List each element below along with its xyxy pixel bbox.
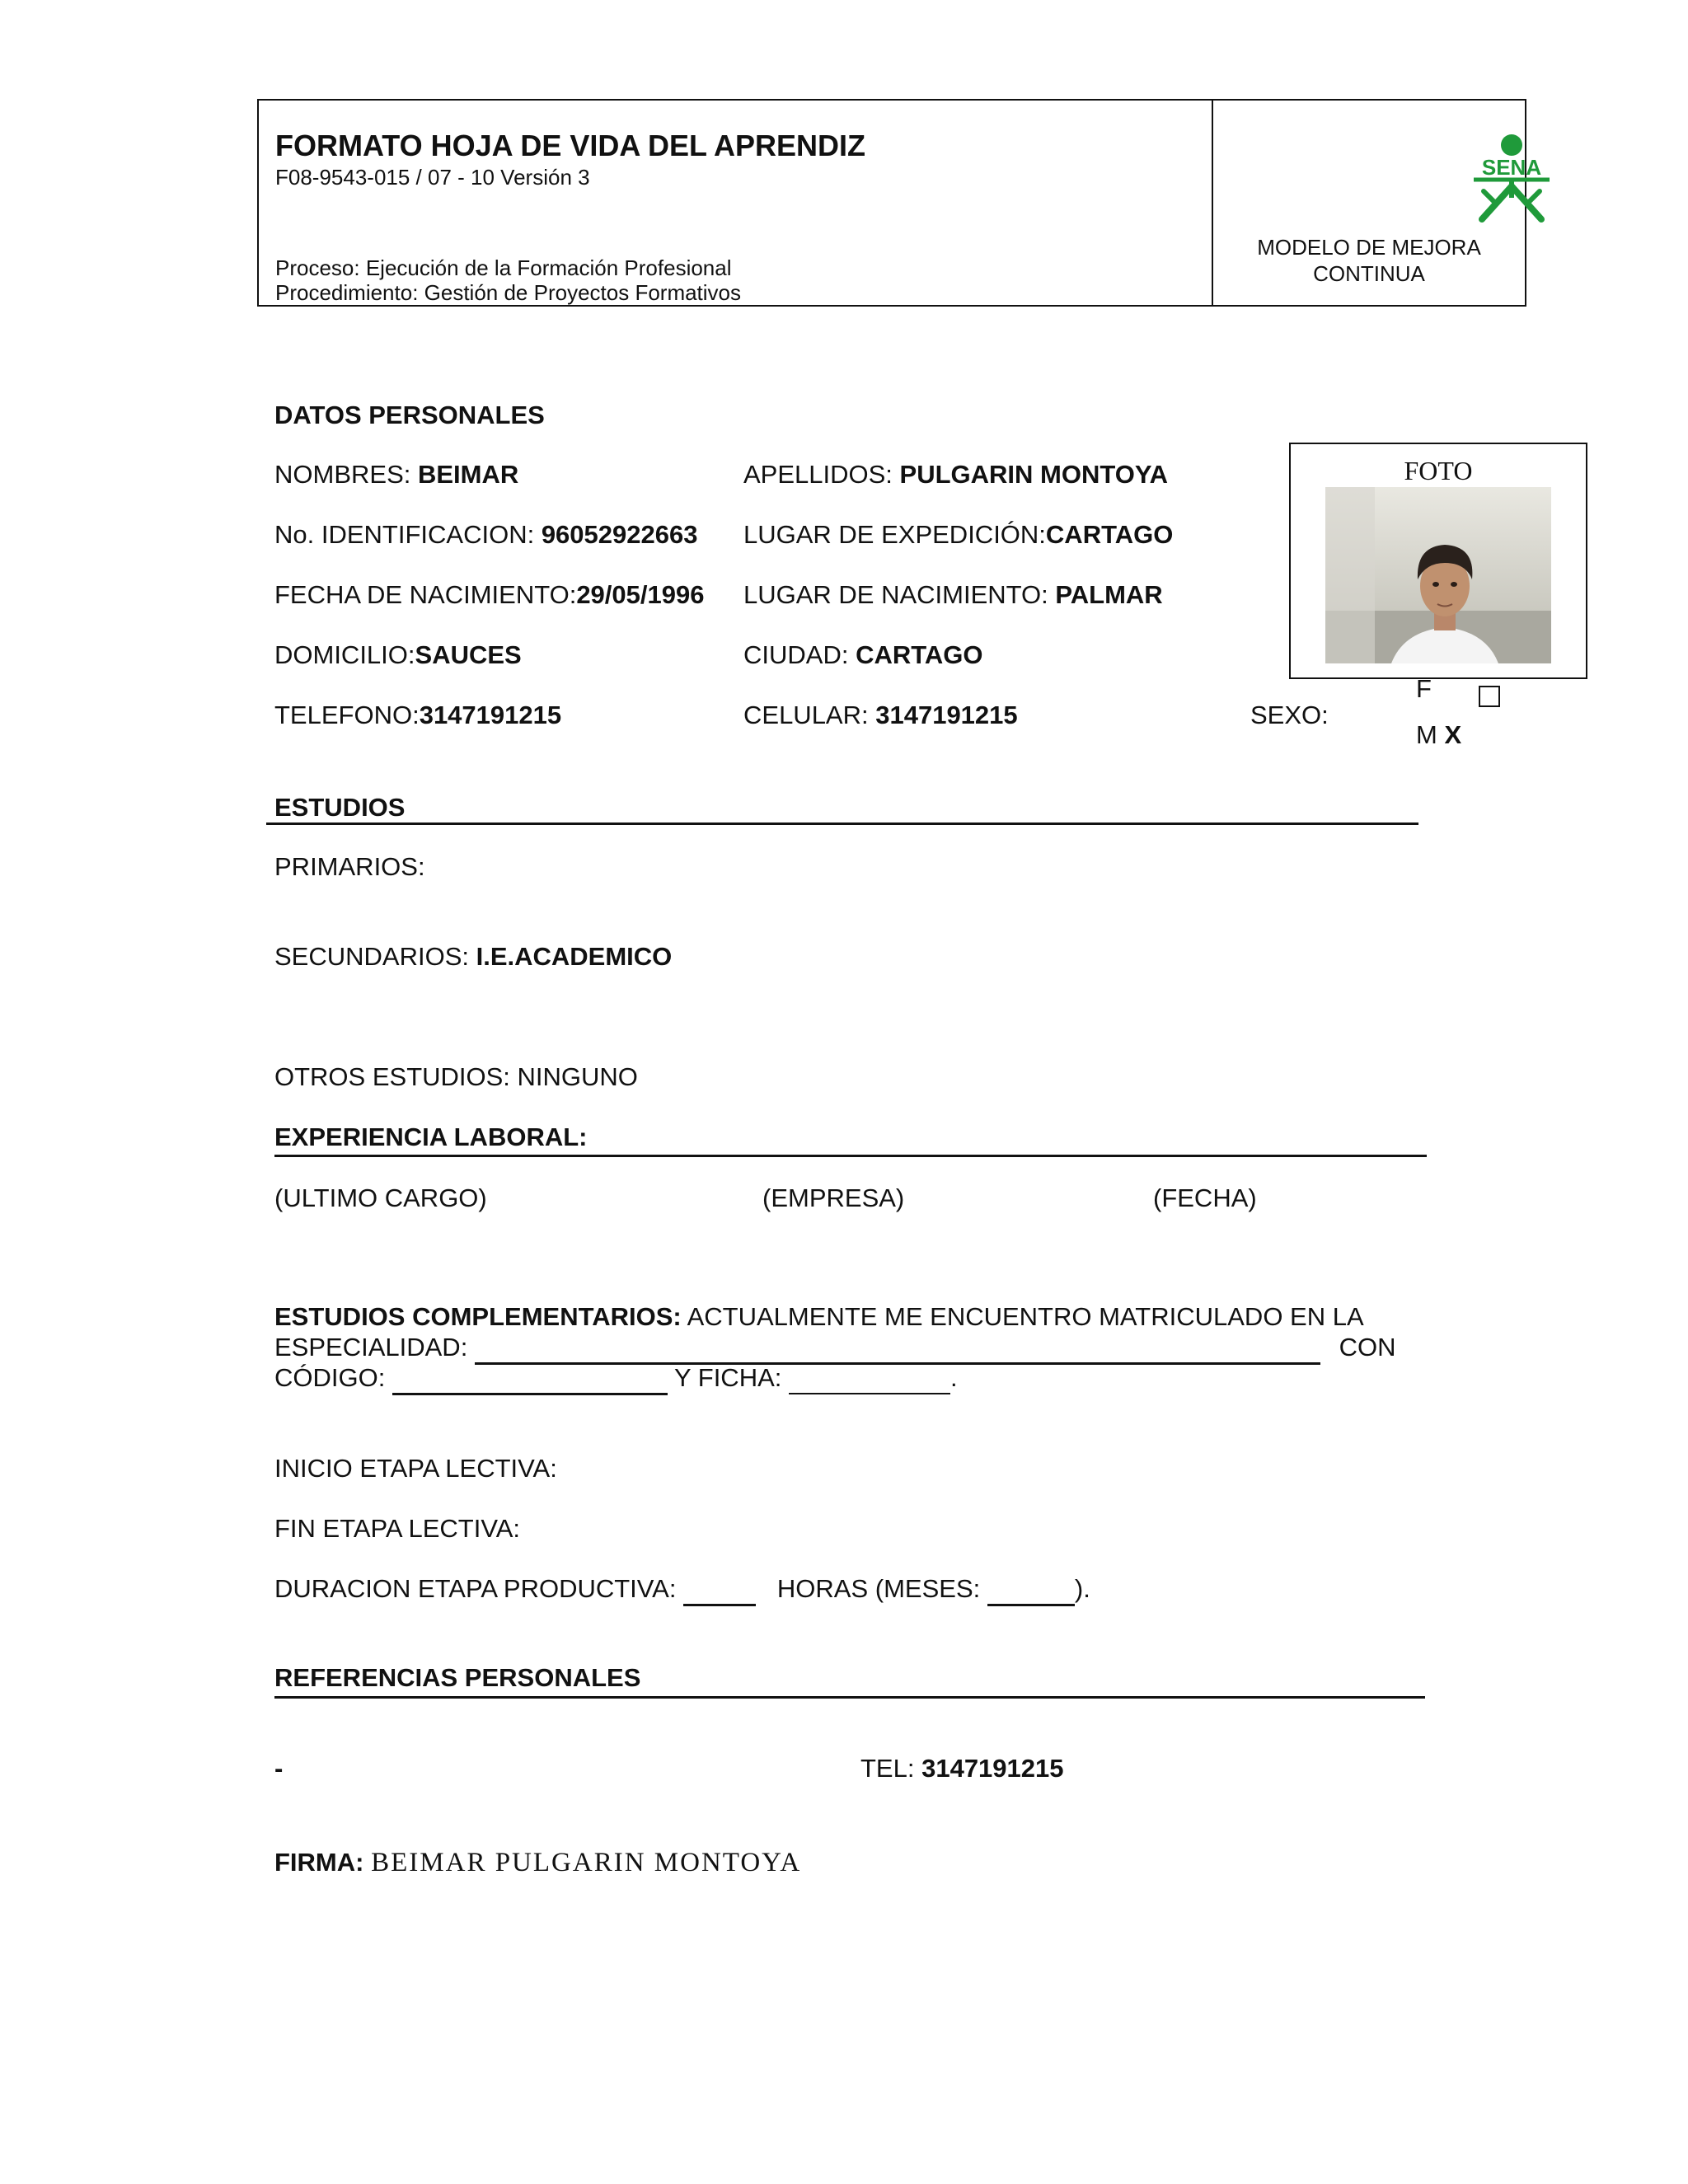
field-duracion [274, 1574, 1090, 1606]
label-celular: CELULAR: [743, 701, 876, 729]
label-telefono: TELEFONO: [274, 701, 420, 729]
section-experiencia: EXPERIENCIA LABORAL: [274, 1122, 588, 1151]
section-datos-personales: DATOS PERSONALES [274, 401, 545, 429]
label-secundarios: SECUNDARIOS: [274, 942, 476, 971]
value-celular: 3147191215 [875, 701, 1018, 729]
form-code: F08-9543-015 / 07 - 10 Versión 3 [275, 165, 590, 190]
sexo-m-option [1416, 720, 1461, 750]
horas-blank[interactable] [683, 1574, 756, 1606]
complementarios-line1 [274, 1302, 1364, 1332]
field-ciudad [743, 640, 983, 670]
label-horas-meses: HORAS (MESES: [776, 1574, 981, 1603]
text-con: CON [1339, 1333, 1396, 1361]
procedure-text: Procedimiento: Gestión de Proyectos Formativos [275, 280, 742, 305]
value-telefono: 3147191215 [419, 701, 562, 729]
label-complementarios: ESTUDIOS COMPLEMENTARIOS: [274, 1302, 682, 1331]
label-firma: FIRMA: [274, 1848, 364, 1877]
field-fin-etapa: FIN ETAPA LECTIVA: [274, 1514, 521, 1543]
complementarios-line3 [274, 1363, 958, 1395]
especialidad-blank[interactable] [475, 1333, 1320, 1365]
value-apellidos: PULGARIN MONTOYA [899, 460, 1169, 489]
photo-label: FOTO [1404, 456, 1473, 485]
value-identificacion: 96052922663 [541, 520, 698, 549]
rule-referencias [274, 1696, 1425, 1699]
sexo-m-mark[interactable]: X [1444, 720, 1462, 749]
field-primarios: PRIMARIOS: [274, 852, 425, 881]
col-fecha: (FECHA) [1153, 1183, 1257, 1212]
close-paren: ). [1074, 1574, 1090, 1603]
label-domicilio: DOMICILIO: [274, 640, 415, 669]
field-secundarios [274, 942, 672, 972]
col-ultimo-cargo: (ULTIMO CARGO) [274, 1183, 487, 1212]
label-codigo: CÓDIGO: [274, 1363, 386, 1392]
field-lugar-nacimiento [743, 580, 1163, 610]
referencia-tel [860, 1754, 1064, 1783]
label-tel: TEL: [860, 1754, 922, 1783]
col-empresa: (EMPRESA) [762, 1183, 905, 1212]
label-duracion: DURACION ETAPA PRODUCTIVA: [274, 1574, 677, 1603]
meses-blank[interactable] [987, 1574, 1075, 1606]
complementarios-line2 [274, 1333, 1395, 1365]
process-text: Proceso: Ejecución de la Formación Profesional [275, 255, 732, 280]
value-nombres: BEIMAR [417, 460, 519, 489]
label-nombres: NOMBRES: [274, 460, 418, 489]
sexo-f-checkbox[interactable] [1479, 686, 1500, 707]
sena-logo [1446, 134, 1578, 224]
complementarios-text: ACTUALMENTE ME ENCUENTRO MATRICULADO EN LA [681, 1302, 1364, 1331]
label-lugar-expedicion: LUGAR DE EXPEDICIÓN: [743, 520, 1046, 549]
ficha-blank[interactable] [789, 1363, 950, 1394]
field-celular [743, 701, 1018, 730]
logo-text: SENA [1481, 155, 1542, 180]
field-nombres [274, 460, 518, 490]
model-text: MODELO DE MEJORA CONTINUA [1257, 235, 1481, 286]
value-lugar-nacimiento: PALMAR [1055, 580, 1163, 609]
label-lugar-nacimiento: LUGAR DE NACIMIENTO: [743, 580, 1056, 609]
label-especialidad: ESPECIALIDAD: [274, 1333, 468, 1361]
period: . [950, 1363, 958, 1392]
field-inicio-etapa: INICIO ETAPA LECTIVA: [274, 1454, 557, 1483]
applicant-photo [1325, 487, 1551, 663]
value-ciudad: CARTAGO [856, 640, 983, 669]
label-ciudad: CIUDAD: [743, 640, 856, 669]
referencia-dash: - [274, 1754, 284, 1783]
rule-estudios [266, 823, 1418, 825]
value-secundarios: I.E.ACADEMICO [476, 942, 673, 971]
codigo-blank[interactable] [392, 1363, 668, 1395]
sexo-m-label: M [1416, 720, 1437, 749]
form-title: FORMATO HOJA DE VIDA DEL APRENDIZ [275, 129, 866, 162]
value-domicilio: SAUCES [415, 640, 522, 669]
photo-frame [1289, 443, 1587, 679]
field-apellidos [743, 460, 1168, 490]
label-apellidos: APELLIDOS: [743, 460, 900, 489]
section-referencias: REFERENCIAS PERSONALES [274, 1663, 641, 1692]
field-otros-estudios: OTROS ESTUDIOS: NINGUNO [274, 1062, 638, 1091]
section-estudios: ESTUDIOS [274, 793, 406, 822]
label-identificacion: No. IDENTIFICACION: [274, 520, 542, 549]
value-lugar-expedicion: CARTAGO [1045, 520, 1174, 549]
label-fecha-nacimiento: FECHA DE NACIMIENTO: [274, 580, 577, 609]
field-lugar-expedicion [743, 520, 1173, 550]
sexo-f-label: F [1416, 674, 1432, 703]
field-domicilio [274, 640, 522, 670]
field-telefono [274, 701, 561, 730]
field-fecha-nacimiento [274, 580, 704, 610]
field-identificacion [274, 520, 697, 550]
firma [274, 1848, 801, 1878]
value-fecha-nacimiento: 29/05/1996 [576, 580, 705, 609]
rule-experiencia [274, 1155, 1427, 1157]
label-ficha: Y FICHA: [674, 1363, 782, 1392]
form-header [257, 99, 1542, 307]
label-sexo: SEXO: [1250, 701, 1329, 729]
value-tel: 3147191215 [921, 1754, 1064, 1783]
value-firma: BEIMAR PULGARIN MONTOYA [371, 1848, 802, 1877]
